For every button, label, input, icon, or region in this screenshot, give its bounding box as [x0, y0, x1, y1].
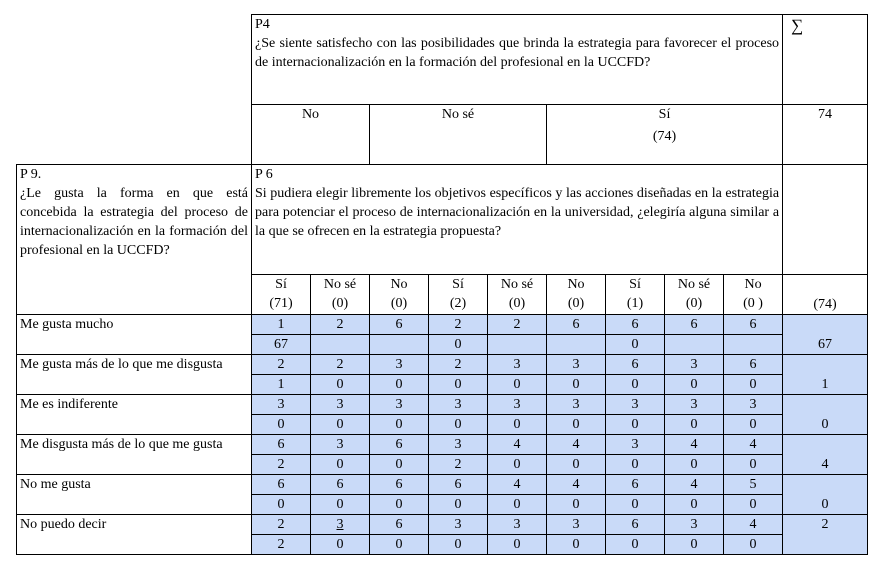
cell-top: 6 [724, 315, 783, 335]
cell-bottom: 0 [665, 415, 724, 435]
cell-top: 4 [488, 435, 547, 455]
cell-top: 2 [252, 355, 311, 375]
cell-bottom: 0 [429, 415, 488, 435]
row-label: Me es indiferente [17, 395, 252, 435]
cell-top: 4 [547, 435, 606, 455]
cell-top: 3 [665, 395, 724, 415]
p4-answer-si-count: (74) [652, 129, 677, 144]
cell-bottom: 0 [665, 535, 724, 555]
cell-top: 5 [724, 475, 783, 495]
cell-bottom: 0 [429, 535, 488, 555]
cell-bottom: 67 [252, 335, 311, 355]
cell-top: 3 [429, 435, 488, 455]
cell-top: 2 [488, 315, 547, 335]
cell-top: 6 [370, 515, 429, 535]
cell-top: 1 [252, 315, 311, 335]
cell-bottom: 0 [606, 495, 665, 515]
cell-top: 6 [606, 315, 665, 335]
cell-bottom: 2 [252, 455, 311, 475]
p6-question-cell [252, 165, 783, 275]
cell-top: 2 [429, 355, 488, 375]
cell-top: 6 [370, 435, 429, 455]
cell-top: 3 [370, 395, 429, 415]
p9-question-cell [17, 165, 252, 315]
cell-bottom [370, 335, 429, 355]
cell-top: 2 [311, 355, 370, 375]
cell-bottom: 0 [252, 495, 311, 515]
p4-label: P4 [255, 17, 270, 32]
column-header: Sí (1) [606, 275, 665, 315]
cell-top: 4 [665, 475, 724, 495]
row-total: 2 [783, 515, 868, 555]
cell-top: 3 [665, 355, 724, 375]
cell-bottom: 0 [488, 415, 547, 435]
cell-top: 4 [488, 475, 547, 495]
cell-bottom: 0 [488, 455, 547, 475]
cell-bottom: 2 [252, 535, 311, 555]
cell-top: 6 [311, 475, 370, 495]
cell-bottom: 0 [311, 455, 370, 475]
cell-top: 3 [429, 515, 488, 535]
cell-top: 3 [370, 355, 429, 375]
cell-bottom: 0 [724, 455, 783, 475]
column-header: No sé (0) [311, 275, 370, 315]
cell-top: 6 [252, 435, 311, 455]
cell-top: 3 [252, 395, 311, 415]
row-total: 67 [783, 315, 868, 355]
cell-bottom: 0 [429, 375, 488, 395]
column-header: No (0) [370, 275, 429, 315]
cell-bottom: 0 [606, 535, 665, 555]
cell-top: 6 [547, 315, 606, 335]
column-header: No (0) [547, 275, 606, 315]
column-header: No sé (0) [665, 275, 724, 315]
p4-answer-no: No [252, 105, 370, 165]
cell-bottom: 0 [606, 455, 665, 475]
survey-table [16, 14, 868, 555]
cell-bottom: 0 [547, 455, 606, 475]
cell-top: 3 [311, 515, 370, 535]
sigma-header: ∑ [783, 15, 868, 105]
column-header: No (0 ) [724, 275, 783, 315]
cell-bottom [724, 335, 783, 355]
cell-bottom: 0 [665, 375, 724, 395]
p4-answer-si-label: Sí [658, 107, 671, 122]
cell-top: 3 [488, 355, 547, 375]
column-header: Sí (71) [252, 275, 311, 315]
cell-top: 3 [488, 395, 547, 415]
p6-question: Si pudiera elegir libremente los objetivos específicos y las acciones diseñadas en la estrategia para potenciar el proceso de internacionalización en la universidad, ¿elegiría alguna similar a la que se ofrecen en la estrategia propuesta? [255, 186, 780, 239]
cell-bottom: 0 [606, 335, 665, 355]
cell-top: 2 [252, 515, 311, 535]
cell-top: 3 [606, 395, 665, 415]
p4-question: ¿Se siente satisfecho con las posibilidades que brinda la estrategia para favorecer el proceso de internacionalización en la formación del profesional en la UCCFD? [255, 36, 780, 70]
columns-total: (74) [783, 275, 868, 315]
p4-answer-si [547, 105, 783, 165]
blank-corner [17, 15, 252, 105]
cell-bottom: 0 [547, 535, 606, 555]
row-total: 4 [783, 435, 868, 475]
cell-bottom: 0 [606, 415, 665, 435]
cell-bottom: 0 [606, 375, 665, 395]
p9-label: P 9. [20, 167, 42, 182]
cell-top: 2 [429, 315, 488, 335]
cell-top: 2 [311, 315, 370, 335]
cell-top: 3 [429, 395, 488, 415]
p4-question-cell [252, 15, 783, 105]
cell-top: 6 [606, 475, 665, 495]
row-label: No me gusta [17, 475, 252, 515]
cell-top: 3 [311, 435, 370, 455]
cell-top: 4 [724, 435, 783, 455]
p4-answer-nose: No sé [370, 105, 547, 165]
cell-top: 6 [606, 515, 665, 535]
cell-top: 3 [547, 395, 606, 415]
column-header: No sé (0) [488, 275, 547, 315]
cell-bottom: 0 [488, 375, 547, 395]
cell-top: 3 [311, 395, 370, 415]
cell-bottom: 0 [311, 495, 370, 515]
cell-top: 6 [429, 475, 488, 495]
cell-bottom: 0 [547, 415, 606, 435]
cell-bottom: 0 [488, 535, 547, 555]
row-total: 1 [783, 355, 868, 395]
cell-bottom: 0 [311, 535, 370, 555]
cell-top: 4 [724, 515, 783, 535]
cell-bottom: 0 [665, 455, 724, 475]
cell-bottom: 1 [252, 375, 311, 395]
cell-bottom [665, 335, 724, 355]
cell-bottom: 0 [724, 375, 783, 395]
cell-bottom: 0 [665, 495, 724, 515]
cell-bottom: 0 [370, 535, 429, 555]
cell-bottom: 0 [370, 495, 429, 515]
cell-bottom: 0 [370, 455, 429, 475]
cell-top: 3 [547, 355, 606, 375]
cell-top: 4 [547, 475, 606, 495]
row-label: Me gusta mucho [17, 315, 252, 355]
cell-bottom: 0 [724, 415, 783, 435]
cell-bottom: 0 [488, 495, 547, 515]
cell-top: 6 [606, 355, 665, 375]
p6-label: P 6 [255, 167, 273, 182]
cell-bottom [547, 335, 606, 355]
cell-bottom: 0 [252, 415, 311, 435]
cell-bottom: 0 [547, 495, 606, 515]
cell-bottom: 0 [724, 495, 783, 515]
cell-top: 3 [488, 515, 547, 535]
cell-bottom [311, 335, 370, 355]
row-label: Me gusta más de lo que me disgusta [17, 355, 252, 395]
column-header: Sí (2) [429, 275, 488, 315]
cell-bottom: 0 [429, 495, 488, 515]
p4-total: 74 [783, 105, 868, 165]
cell-top: 6 [252, 475, 311, 495]
cell-top: 3 [724, 395, 783, 415]
cell-bottom: 0 [370, 375, 429, 395]
cell-bottom: 0 [429, 335, 488, 355]
cell-top: 6 [370, 475, 429, 495]
cell-bottom [488, 335, 547, 355]
cell-top: 6 [370, 315, 429, 335]
p9-question: ¿Le gusta la forma en que está concebida la estrategia del proceso de internacionalización en la formación del profesional en la UCCFD? [20, 186, 248, 258]
cell-top: 3 [547, 515, 606, 535]
cell-top: 4 [665, 435, 724, 455]
row-total: 0 [783, 395, 868, 435]
cell-bottom: 0 [547, 375, 606, 395]
row-label: Me disgusta más de lo que me gusta [17, 435, 252, 475]
row-label: No puedo decir [17, 515, 252, 555]
cell-bottom: 0 [311, 415, 370, 435]
cell-top: 6 [724, 355, 783, 375]
cell-top: 3 [665, 515, 724, 535]
cell-bottom: 0 [311, 375, 370, 395]
cell-bottom: 0 [724, 535, 783, 555]
cell-bottom: 2 [429, 455, 488, 475]
cell-top: 3 [606, 435, 665, 455]
row-total: 0 [783, 475, 868, 515]
cell-bottom: 0 [370, 415, 429, 435]
cell-top: 6 [665, 315, 724, 335]
